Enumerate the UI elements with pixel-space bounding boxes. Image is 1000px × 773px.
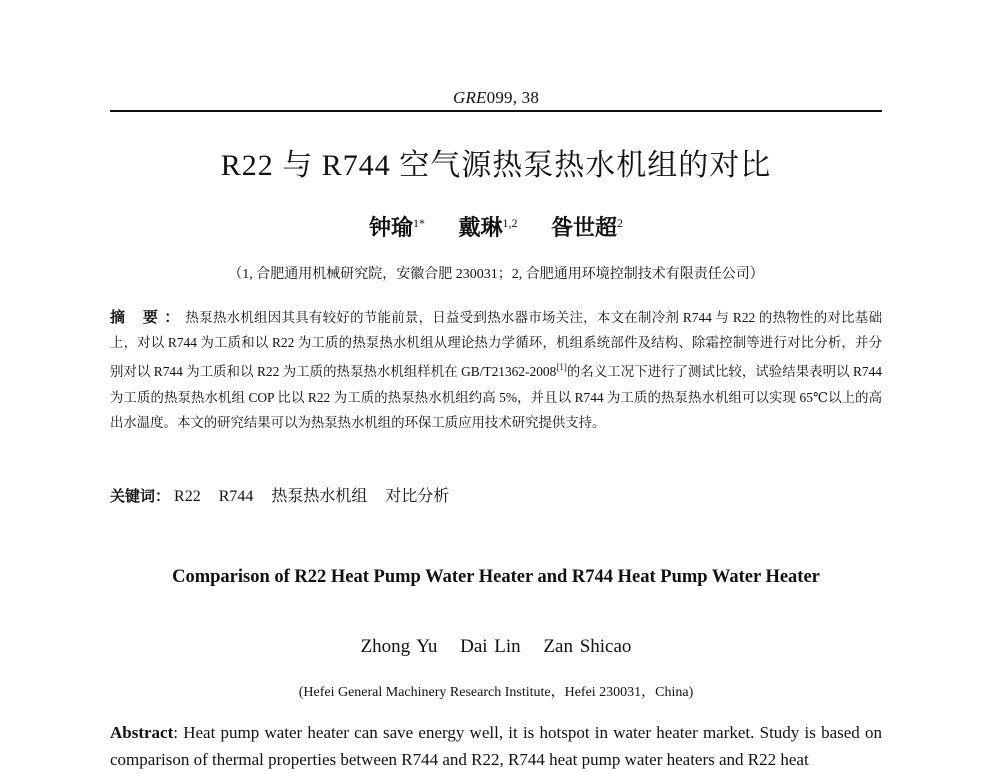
author-cn-sup: 1,2 bbox=[502, 216, 518, 230]
author-en: Zhong Yu bbox=[360, 636, 438, 657]
keyword-item: 热泵热水机组 bbox=[271, 488, 368, 505]
title-cn: R22 与 R744 空气源热泵热水机组的对比 bbox=[220, 149, 772, 182]
author-cn-sup: 1* bbox=[412, 216, 425, 230]
author-en: Dai Lin bbox=[460, 636, 521, 657]
authors-cn bbox=[110, 211, 882, 242]
abstract-en bbox=[110, 719, 882, 773]
abstract-en-label: Abstract bbox=[110, 723, 174, 742]
affiliation-cn: （1, 合肥通用机械研究院，安徽合肥 230031；2, 合肥通用环境控制技术有限责任公司） bbox=[228, 267, 764, 282]
keywords-cn-label: 关键词： bbox=[110, 487, 171, 505]
author-cn-name: 钟瑜 bbox=[368, 215, 413, 240]
keywords-cn bbox=[110, 484, 882, 509]
keyword-item: 对比分析 bbox=[385, 488, 450, 505]
author-cn-1 bbox=[369, 215, 425, 240]
abstract-cn-label: 摘 要： bbox=[110, 308, 186, 326]
running-header-number: 099, 38 bbox=[486, 88, 540, 107]
author-cn-name: 戴琳 bbox=[458, 215, 503, 240]
abstract-cn-text-1: 热泵热水机组因其具有较好的节能前景，日益受到热水器市场关注，本文在制冷剂 R744 与 R22 的热物性的对比基础上，对以 R744 为工质和以 R22 为工质的热泵热水机组从理论热力学循环，机组系统部件及结构、除霜控制等进行对比分析，并分别对以 R744 为工质和以 R22 为工质的热泵热水机组样机在 GB/T21362-2008 bbox=[110, 310, 882, 380]
keyword-item: R744 bbox=[218, 488, 254, 505]
abstract-cn-ref: [1] bbox=[556, 362, 567, 373]
author-cn-3 bbox=[551, 215, 623, 240]
abstract-en-text: : Heat pump water heater can save energy well, it is hotspot in water heater market. Study is based on comparison of thermal properties between R744 and R22, R744 heat pump water heaters and R22 heat bbox=[110, 723, 882, 769]
abstract-cn-text-2: 的名义工况下进行了测试比较，试验结果表明以 R744 为工质的热泵热水机组 COP 比以 R22 为工质的热泵热水机组约高 5%，并且以 R744 为工质的热泵热水机组可以实现 65℃以上的高出水温度。本文的研究结果可以为热泵热水机组的环保工质应用技术研究提供支持。 bbox=[110, 364, 883, 430]
running-header-code: GRE bbox=[452, 88, 487, 107]
affiliation-en: (Hefei General Machinery Research Institute，Hefei 230031，China) bbox=[298, 685, 694, 700]
title-en: Comparison of R22 Heat Pump Water Heater and R744 Heat Pump Water Heater bbox=[172, 567, 820, 587]
author-cn-name: 昝世超 bbox=[551, 215, 618, 240]
author-en: Zan Shicao bbox=[543, 636, 632, 657]
author-cn-2 bbox=[458, 215, 517, 240]
abstract-cn bbox=[110, 305, 882, 435]
keyword-item: R22 bbox=[174, 488, 201, 505]
header-rule bbox=[110, 110, 882, 112]
running-header bbox=[110, 88, 882, 108]
authors-en bbox=[110, 636, 882, 658]
author-cn-sup: 2 bbox=[617, 216, 624, 230]
